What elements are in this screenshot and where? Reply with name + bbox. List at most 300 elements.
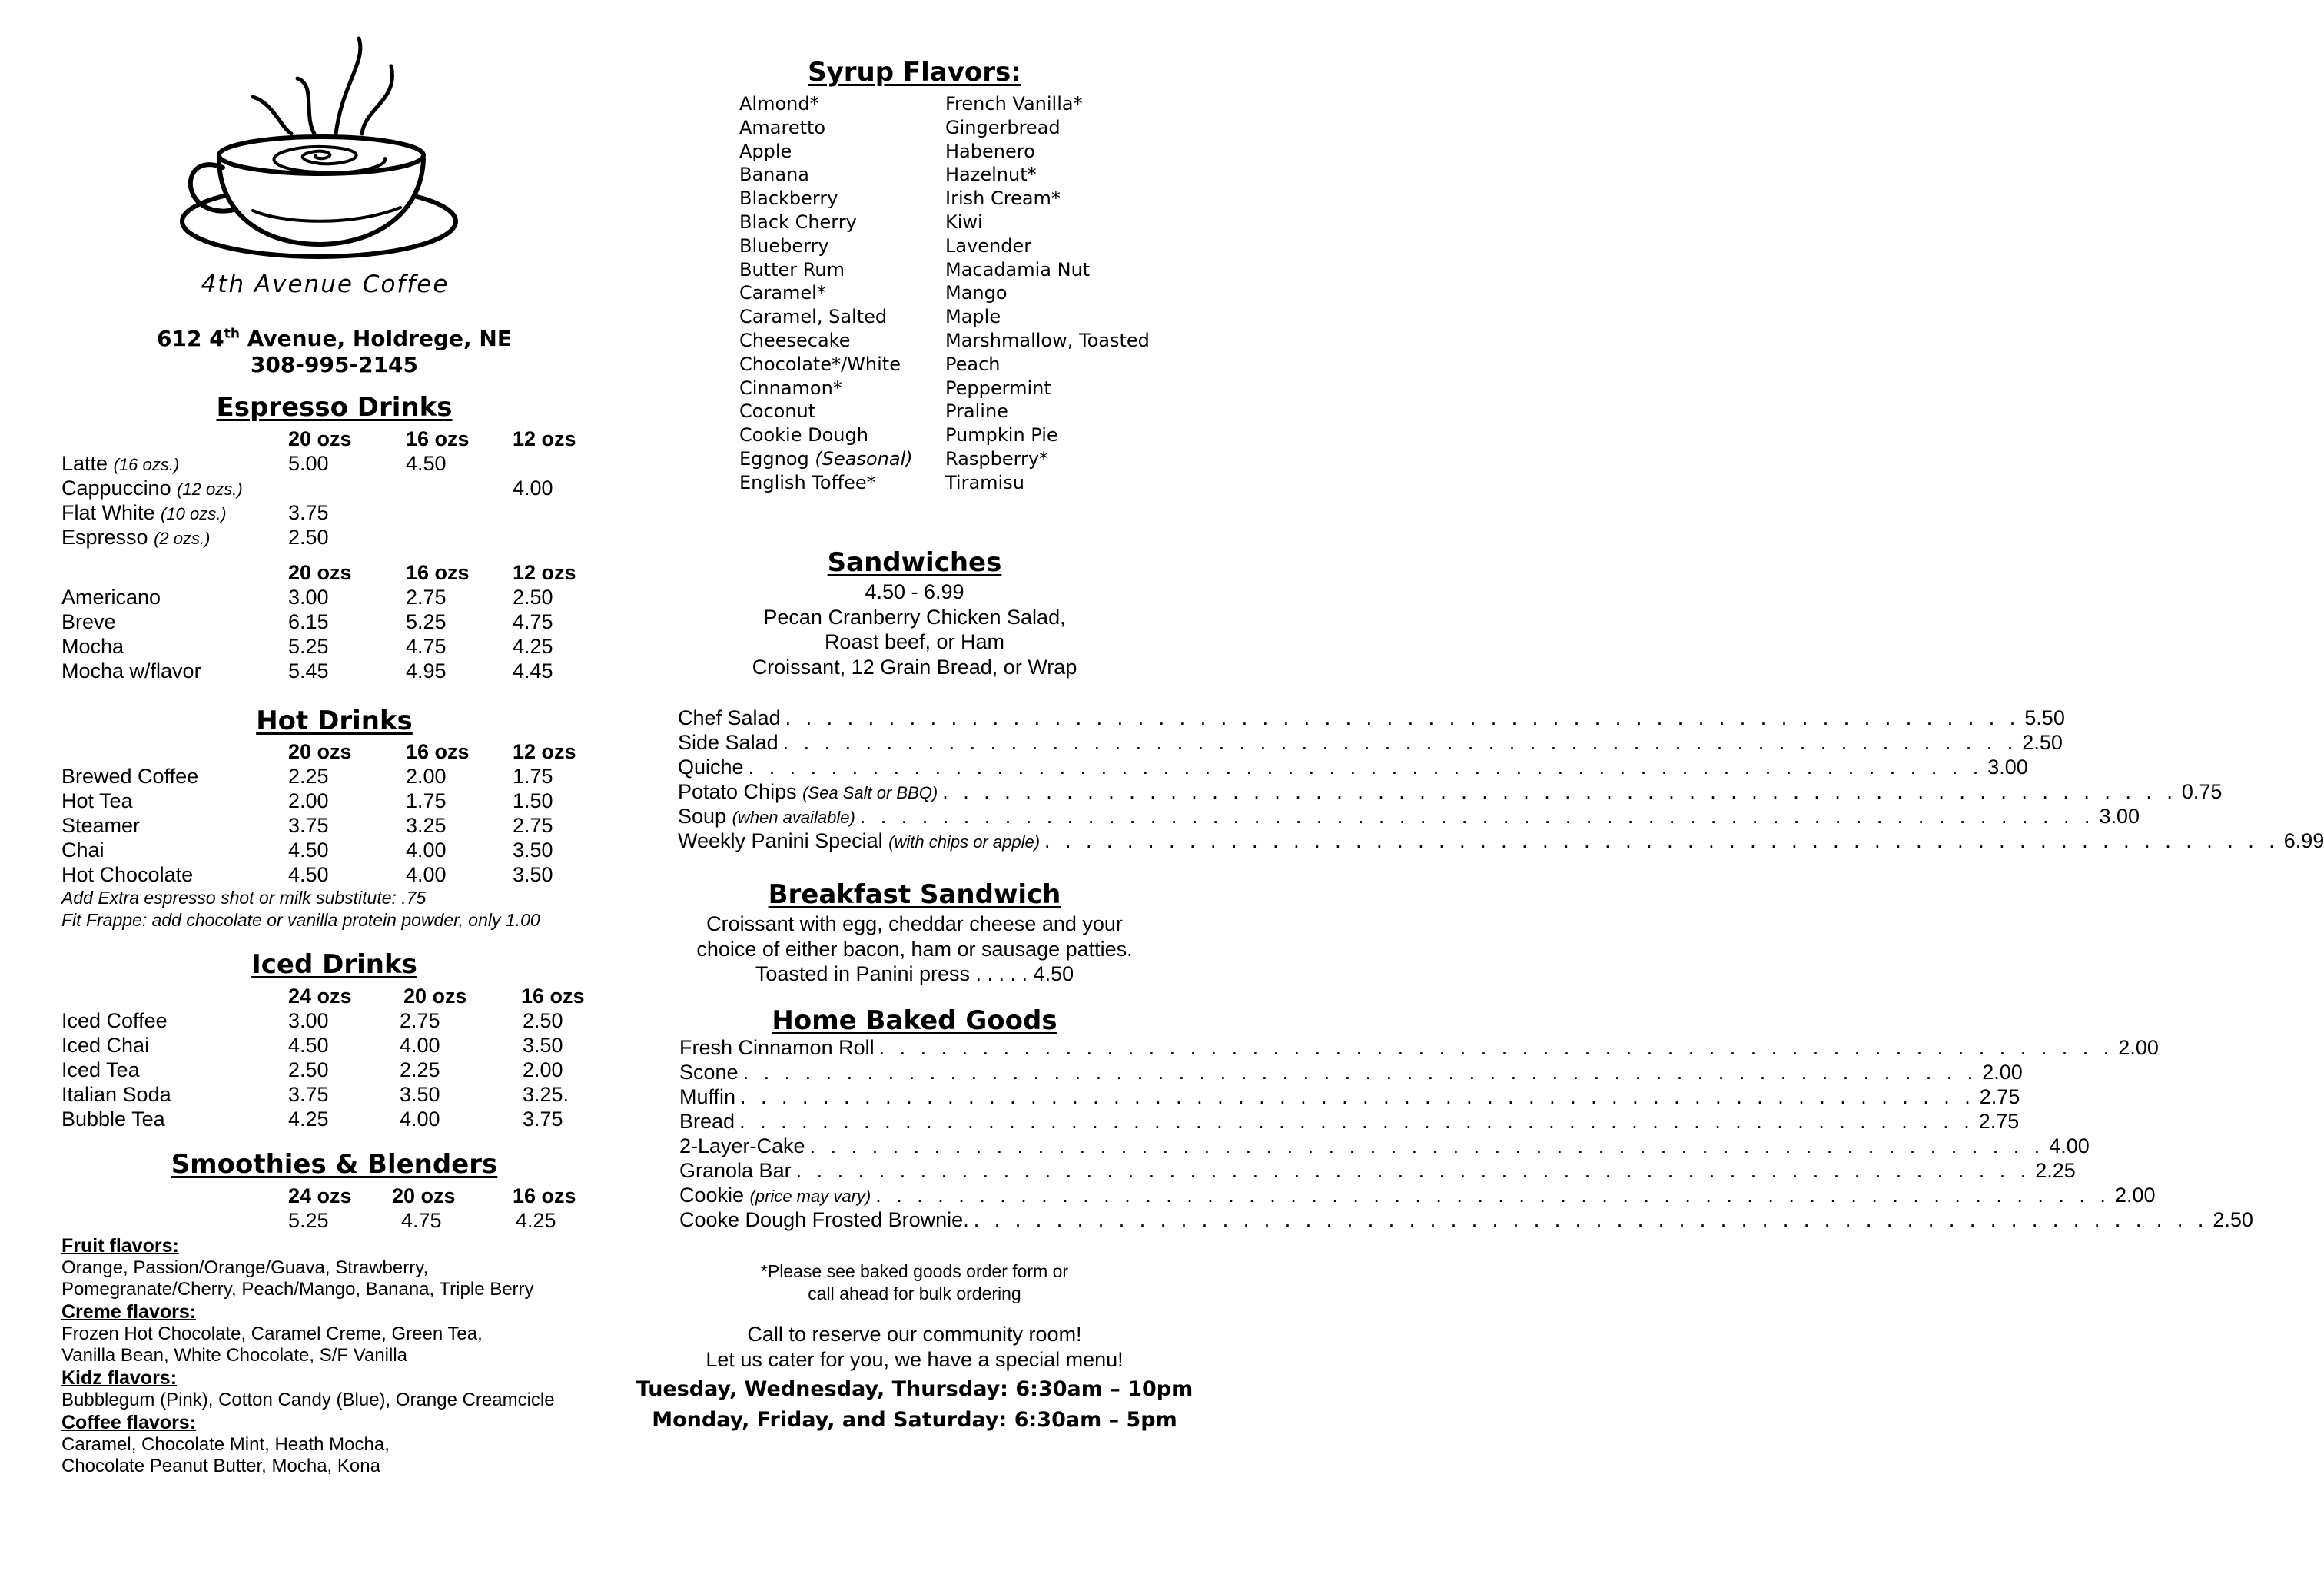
item-name xyxy=(61,585,161,609)
logo xyxy=(165,38,473,300)
item-name-text: Weekly Panini Special xyxy=(678,829,883,852)
menu-row xyxy=(61,451,607,476)
price: 3.75 xyxy=(288,501,329,524)
address-number: 612 4 xyxy=(157,326,224,352)
syrup-flavor xyxy=(739,258,913,282)
price: 2.00 xyxy=(406,765,447,788)
seasonal-note: (Seasonal) xyxy=(815,447,913,470)
size-header: 20 ozs xyxy=(288,561,352,584)
menu-row xyxy=(61,476,607,500)
flavor-group-label: Fruit flavors: xyxy=(61,1235,179,1257)
size-header: 20 ozs xyxy=(288,740,352,763)
syrup-flavor-name: Butter Rum xyxy=(739,258,845,281)
size-header: 20 ozs xyxy=(403,985,467,1008)
price: 2.00 xyxy=(2118,1036,2159,1059)
size-header: 16 ozs xyxy=(406,427,470,450)
menu-item xyxy=(678,829,2324,853)
menu-item xyxy=(678,730,2063,755)
item-size-note: (16 ozs.) xyxy=(113,455,180,474)
footnote-line: *Please see baked goods order form or xyxy=(760,1261,1069,1281)
sandwich-description xyxy=(661,579,1168,679)
smoothies-header-row xyxy=(61,1184,615,1208)
price: 6.15 xyxy=(288,610,329,633)
price: 4.00 xyxy=(400,1034,440,1057)
price: 4.25 xyxy=(516,1209,556,1232)
menu-row xyxy=(61,1107,615,1131)
price: 6.99 xyxy=(2283,829,2324,852)
price: 3.50 xyxy=(523,1034,563,1057)
price: 1.50 xyxy=(513,789,553,812)
menu-item xyxy=(679,1183,2156,1207)
syrup-flavor: French Vanilla* xyxy=(945,93,1083,115)
item-name-text: Bread xyxy=(679,1110,735,1133)
syrup-flavor xyxy=(739,140,913,164)
price: 2.50 xyxy=(288,1058,329,1081)
item-name xyxy=(679,1158,792,1183)
address-suffix: th xyxy=(224,327,240,342)
price: 5.25 xyxy=(288,1209,329,1232)
dot-leader: . . . . . . . . . . . . . . . . . . . . . . . . . . . . . . . . . . . . . . . . . . . . . . . . . . . . . . . . . . . . xyxy=(942,780,2177,803)
item-name-text: Hot Chocolate xyxy=(61,863,194,886)
price: 2.50 xyxy=(513,586,553,609)
hot-note-fit-frappe: Fit Frappe: add chocolate or vanilla protein powder, only 1.00 xyxy=(61,910,540,930)
syrup-flavor: Praline xyxy=(945,400,1008,423)
price: 2.25 xyxy=(288,765,329,788)
syrup-flavor: Habenero xyxy=(945,140,1035,162)
size-header: 12 ozs xyxy=(513,427,576,450)
item-name xyxy=(61,1107,165,1131)
syrup-flavor-name: Cookie Dough xyxy=(739,424,868,447)
coffee-cup-logo-icon xyxy=(165,38,473,269)
flavor-group-label: Coffee flavors: xyxy=(61,1412,197,1433)
price: 4.75 xyxy=(401,1209,442,1232)
flavor-list-line: Pomegranate/Cherry, Peach/Mango, Banana, Triple Berry xyxy=(61,1279,534,1300)
menu-row xyxy=(61,585,607,609)
item-name-text: Chai xyxy=(61,838,105,862)
flavor-list-line: Caramel, Chocolate Mint, Heath Mocha, xyxy=(61,1434,390,1455)
price: 2.00 xyxy=(288,789,329,812)
price: 2.25 xyxy=(400,1058,440,1081)
syrup-flavor: Marshmallow, Toasted xyxy=(945,329,1150,351)
price: 4.95 xyxy=(406,659,447,682)
baked-footnote xyxy=(661,1260,1168,1305)
price: 4.50 xyxy=(406,452,447,475)
syrup-flavor: Mango xyxy=(945,282,1008,304)
baked-items xyxy=(679,1035,2253,1232)
item-name xyxy=(61,838,105,862)
price: 4.75 xyxy=(513,610,553,633)
breakfast-description xyxy=(661,912,1168,987)
menu-row xyxy=(61,500,607,525)
menu-item xyxy=(679,1060,2023,1084)
price: 4.75 xyxy=(406,635,447,658)
espresso-header-row-1 xyxy=(61,427,607,451)
hot-header-row xyxy=(61,739,615,764)
menu-item xyxy=(679,1035,2159,1060)
size-header: 12 ozs xyxy=(513,561,576,584)
menu-row xyxy=(61,609,607,634)
flavor-group-label: Creme flavors: xyxy=(61,1301,197,1323)
item-name-text: Hot Tea xyxy=(61,789,133,812)
menu-row xyxy=(61,813,615,838)
section-title-baked-goods: Home Baked Goods xyxy=(772,1005,1057,1036)
item-name xyxy=(61,609,116,634)
item-name xyxy=(679,1109,735,1134)
syrup-flavor-name: Apple xyxy=(739,140,792,162)
breakfast-line: Croissant with egg, cheddar cheese and your xyxy=(706,912,1123,935)
price: 2.50 xyxy=(2213,1208,2253,1231)
section-title-breakfast: Breakfast Sandwich xyxy=(768,879,1061,910)
dot-leader: . . . . . . . . . . . . . . . . . . . . . . . . . . . . . . . . . . . . . . . . . . . . . . . . . . . . . . . . . . . . xyxy=(795,1159,2031,1182)
flavor-list-line: Frozen Hot Chocolate, Caramel Creme, Green Tea, xyxy=(61,1323,483,1344)
section-title-hot-drinks: Hot Drinks xyxy=(256,706,413,736)
price: 5.45 xyxy=(288,659,329,682)
item-name xyxy=(61,813,140,838)
menu-row xyxy=(61,789,615,813)
syrup-flavor xyxy=(739,211,913,234)
syrup-flavor-name: Cheesecake xyxy=(739,329,851,351)
item-name-text: Bubble Tea xyxy=(61,1107,165,1131)
sandwich-fillings-2: Roast beef, or Ham xyxy=(824,630,1005,653)
footnote-line: call ahead for bulk ordering xyxy=(808,1283,1021,1303)
section-title-syrups: Syrup Flavors: xyxy=(808,57,1021,88)
item-name xyxy=(679,1035,875,1060)
item-name xyxy=(61,789,133,813)
menu-item xyxy=(679,1084,2020,1109)
syrup-flavor xyxy=(739,116,913,140)
price: 2.50 xyxy=(2022,731,2063,754)
menu-row xyxy=(61,1058,615,1082)
price: 2.75 xyxy=(1979,1085,2020,1108)
espresso-table xyxy=(61,427,607,683)
espresso-header-row-2 xyxy=(61,560,607,585)
menu-row xyxy=(61,764,615,789)
syrup-flavor-name: Amaretto xyxy=(739,116,826,138)
price: 2.75 xyxy=(406,586,447,609)
menu-item xyxy=(679,1158,2076,1183)
sandwich-fillings: Pecan Cranberry Chicken Salad, xyxy=(763,605,1066,629)
item-name xyxy=(61,525,210,551)
hours-tue-thu: Tuesday, Wednesday, Thursday: 6:30am – 10pm xyxy=(636,1377,1194,1401)
price: 4.25 xyxy=(513,635,553,658)
price: 4.00 xyxy=(2049,1134,2090,1157)
price: 1.75 xyxy=(406,789,447,812)
item-size-note: (10 ozs.) xyxy=(161,504,227,523)
footer xyxy=(630,1322,1199,1436)
dot-leader: . . . . . . . . . . . . . . . . . . . . . . . . . . . . . . . . . . . . . . . . . . . . . . . . . . . . . . . . . . . . xyxy=(740,1085,1975,1108)
item-name xyxy=(61,476,243,502)
item-name xyxy=(61,634,124,659)
item-name xyxy=(679,1134,805,1158)
dot-leader: . . . . . . . . . . . . . . . . . . . . . . . . . . . . . . . . . . . . . . . . . . . . . . . . . . . . . . . . . . . . xyxy=(748,755,1984,779)
item-name xyxy=(61,659,201,683)
price: 4.50 xyxy=(288,1034,329,1057)
price: 4.50 xyxy=(288,838,329,862)
price: 2.00 xyxy=(1982,1061,2023,1084)
item-name xyxy=(61,764,198,789)
syrup-flavor: Macadamia Nut xyxy=(945,258,1091,281)
price: 0.75 xyxy=(2181,780,2223,803)
syrup-flavor-name: Blackberry xyxy=(739,188,838,210)
syrup-flavor xyxy=(739,163,913,187)
size-header: 12 ozs xyxy=(513,740,576,763)
price: 5.25 xyxy=(406,610,447,633)
syrup-flavor: Kiwi xyxy=(945,211,983,233)
hot-drinks-table xyxy=(61,739,615,931)
syrup-flavor-name: Almond* xyxy=(739,93,819,115)
smoothies-price-row xyxy=(61,1208,615,1233)
price: 4.00 xyxy=(400,1107,440,1131)
size-header: 16 ozs xyxy=(406,740,470,763)
item-note: (when available) xyxy=(732,808,855,827)
flavor-list-line: Vanilla Bean, White Chocolate, S/F Vanilla xyxy=(61,1345,408,1366)
syrup-flavor: Tiramisu xyxy=(945,471,1024,493)
price: 3.50 xyxy=(513,838,553,862)
syrup-flavor xyxy=(739,400,913,423)
menu-item xyxy=(678,755,2028,779)
section-title-iced-drinks: Iced Drinks xyxy=(251,949,417,980)
item-name-text: Potato Chips xyxy=(678,780,797,803)
size-header: 24 ozs xyxy=(288,985,352,1008)
item-name xyxy=(679,1084,735,1109)
community-room-line: Call to reserve our community room! xyxy=(747,1323,1082,1346)
hours-mon-fri-sat: Monday, Friday, and Saturday: 6:30am – 5pm xyxy=(652,1408,1177,1432)
item-note: (Sea Salt or BBQ) xyxy=(802,783,938,802)
smoothies-table xyxy=(61,1184,615,1477)
item-name xyxy=(61,1008,168,1033)
syrup-flavor xyxy=(739,329,913,353)
syrup-flavor xyxy=(739,377,913,400)
section-title-espresso: Espresso Drinks xyxy=(216,392,453,423)
price: 3.75 xyxy=(288,814,329,837)
size-header: 16 ozs xyxy=(406,561,470,584)
item-note: (with chips or apple) xyxy=(888,832,1041,852)
item-name-text: Side Salad xyxy=(678,731,779,754)
item-name-text: Chef Salad xyxy=(678,706,781,729)
price: 3.00 xyxy=(2099,805,2140,828)
syrup-flavor: Maple xyxy=(945,306,1001,328)
address-street: Avenue, Holdrege, NE xyxy=(239,326,512,352)
price: 2.50 xyxy=(288,526,329,549)
item-name-text: Steamer xyxy=(61,814,141,837)
price: 4.00 xyxy=(406,863,447,886)
item-name-text: Iced Coffee xyxy=(61,1009,168,1032)
item-name xyxy=(678,779,938,805)
item-name-text: Iced Chai xyxy=(61,1034,150,1057)
syrup-flavor: Raspberry* xyxy=(945,447,1049,470)
iced-header-row xyxy=(61,984,615,1008)
syrup-flavor: Hazelnut* xyxy=(945,164,1037,186)
menu-row xyxy=(61,838,615,862)
address-line xyxy=(157,326,512,351)
syrup-flavor xyxy=(739,353,913,377)
item-name-text: Flat White xyxy=(61,501,155,524)
section-title-smoothies: Smoothies & Blenders xyxy=(171,1149,498,1180)
item-name xyxy=(61,451,179,477)
menu-row xyxy=(61,1033,615,1058)
item-name xyxy=(678,804,855,830)
item-name xyxy=(679,1207,969,1232)
size-header: 16 ozs xyxy=(513,1184,576,1207)
item-name-text: Quiche xyxy=(678,755,744,779)
iced-drinks-table xyxy=(61,984,615,1131)
sandwich-breads: Croissant, 12 Grain Bread, or Wrap xyxy=(752,655,1077,679)
menu-row xyxy=(61,634,607,659)
syrup-flavor: Gingerbread xyxy=(945,116,1061,138)
dot-leader: . . . . . . . . . . . . . . . . . . . . . . . . . . . . . . . . . . . . . . . . . . . . . . . . . . . . . . . . . . . . xyxy=(859,805,2095,828)
item-name-text: Italian Soda xyxy=(61,1083,171,1106)
price: 2.25 xyxy=(2035,1159,2076,1182)
price: 3.75 xyxy=(288,1083,329,1106)
hot-note-extra-shot: Add Extra espresso shot or milk substitute: .75 xyxy=(61,888,427,908)
item-name-text: Iced Tea xyxy=(61,1058,140,1081)
item-name-text: Brewed Coffee xyxy=(61,765,199,788)
item-name-text: Mocha w/flavor xyxy=(61,659,201,682)
syrup-flavor xyxy=(739,471,913,495)
size-header: 24 ozs xyxy=(288,1184,352,1207)
item-name-text: Cookie xyxy=(679,1184,745,1207)
dot-leader: . . . . . . . . . . . . . . . . . . . . . . . . . . . . . . . . . . . . . . . . . . . . . . . . . . . . . . . . . . . . xyxy=(973,1208,2209,1231)
address xyxy=(61,321,607,378)
price: 1.75 xyxy=(513,765,553,788)
item-name xyxy=(61,500,227,526)
item-name-text: Scone xyxy=(679,1061,739,1084)
item-name-text: Fresh Cinnamon Roll xyxy=(679,1036,875,1059)
sandwich-items xyxy=(678,706,2324,853)
price: 4.00 xyxy=(406,838,447,862)
syrup-flavor-name: Banana xyxy=(739,164,810,186)
item-name-text: Mocha xyxy=(61,635,124,658)
menu-row xyxy=(61,1008,615,1033)
syrup-flavor xyxy=(739,447,913,471)
item-name xyxy=(678,730,779,755)
price: 3.00 xyxy=(288,586,329,609)
menu-row xyxy=(61,1082,615,1107)
price: 5.00 xyxy=(288,452,329,475)
price: 2.75 xyxy=(1978,1110,2020,1133)
syrup-flavor-name: Cinnamon* xyxy=(739,377,842,399)
item-name xyxy=(678,755,744,779)
phone-number: 308-995-2145 xyxy=(250,352,419,378)
menu-item xyxy=(679,1207,2253,1232)
price: 4.50 xyxy=(288,863,329,886)
item-name xyxy=(61,1058,140,1082)
item-name xyxy=(679,1183,871,1209)
syrup-flavor: Lavender xyxy=(945,234,1032,257)
item-size-note: (2 ozs.) xyxy=(154,529,211,548)
item-name-text: Breve xyxy=(61,610,116,633)
item-name-text: Cooke Dough Frosted Brownie. xyxy=(679,1208,969,1231)
flavor-list-line: Chocolate Peanut Butter, Mocha, Kona xyxy=(61,1456,380,1476)
item-name xyxy=(678,829,1040,855)
syrup-flavor-name: Coconut xyxy=(739,400,816,423)
item-name xyxy=(679,1060,739,1084)
item-name-text: 2-Layer-Cake xyxy=(679,1134,805,1157)
price: 2.75 xyxy=(513,814,553,837)
syrup-flavor xyxy=(739,423,913,447)
catering-line: Let us cater for you, we have a special menu! xyxy=(706,1348,1124,1371)
flavor-list-line: Bubblegum (Pink), Cotton Candy (Blue), Orange Creamcicle xyxy=(61,1390,555,1410)
brand-name: 4th Avenue Coffee xyxy=(201,271,450,298)
item-name-text: Americano xyxy=(61,586,161,609)
dot-leader: . . . . . . . . . . . . . . . . . . . . . . . . . . . . . . . . . . . . . . . . . . . . . . . . . . . . . . . . . . . . xyxy=(739,1110,1974,1133)
item-name-text: Granola Bar xyxy=(679,1159,792,1182)
price: 3.00 xyxy=(1987,755,2028,779)
syrup-flavor-name: Caramel* xyxy=(739,282,826,304)
price: 3.00 xyxy=(288,1009,329,1032)
syrup-list-right xyxy=(945,92,1150,495)
size-header: 20 ozs xyxy=(288,427,352,450)
price: 3.50 xyxy=(400,1083,440,1106)
syrup-flavor-name: Eggnog xyxy=(739,447,809,470)
menu-item xyxy=(678,706,2065,730)
syrup-flavor-name: English Toffee* xyxy=(739,471,876,493)
menu-row xyxy=(61,525,607,550)
syrup-flavor xyxy=(739,234,913,258)
dot-leader: . . . . . . . . . . . . . . . . . . . . . . . . . . . . . . . . . . . . . . . . . . . . . . . . . . . . . . . . . . . . xyxy=(875,1184,2110,1207)
price: 2.00 xyxy=(523,1058,563,1081)
item-name-text: Espresso xyxy=(61,526,148,549)
dot-leader: . . . . . . . . . . . . . . . . . . . . . . . . . . . . . . . . . . . . . . . . . . . . . . . . . . . . . . . . . . . . xyxy=(742,1061,1978,1084)
item-name-text: Soup xyxy=(678,805,727,828)
dot-leader: . . . . . . . . . . . . . . . . . . . . . . . . . . . . . . . . . . . . . . . . . . . . . . . . . . . . . . . . . . . . xyxy=(782,731,2018,754)
syrup-flavor xyxy=(739,92,913,116)
size-header: 16 ozs xyxy=(521,985,585,1008)
price: 4.00 xyxy=(513,477,553,500)
price: 3.75 xyxy=(523,1107,563,1131)
size-header: 20 ozs xyxy=(392,1184,456,1207)
syrup-flavor xyxy=(739,187,913,211)
price: 3.25 xyxy=(406,814,447,837)
price: 5.50 xyxy=(2024,706,2065,729)
flavor-group-label: Kidz flavors: xyxy=(61,1367,178,1389)
syrup-flavor xyxy=(739,305,913,329)
item-note: (price may vary) xyxy=(749,1187,872,1206)
syrup-flavor-name: Blueberry xyxy=(739,234,829,257)
breakfast-price-line: Toasted in Panini press . . . . . 4.50 xyxy=(755,962,1074,985)
breakfast-line: choice of either bacon, ham or sausage patties. xyxy=(696,937,1133,961)
item-name xyxy=(678,706,781,730)
item-name-text: Cappuccino xyxy=(61,477,171,500)
menu-item xyxy=(679,1109,2020,1134)
syrup-flavor-name: Chocolate*/White xyxy=(739,353,901,375)
syrup-flavor-name: Black Cherry xyxy=(739,211,857,233)
syrup-list-left xyxy=(739,92,913,495)
dot-leader: . . . . . . . . . . . . . . . . . . . . . . . . . . . . . . . . . . . . . . . . . . . . . . . . . . . . . . . . . . . . xyxy=(878,1036,2114,1059)
syrup-flavor: Peach xyxy=(945,353,1001,375)
dot-leader: . . . . . . . . . . . . . . . . . . . . . . . . . . . . . . . . . . . . . . . . . . . . . . . . . . . . . . . . . . . . xyxy=(1044,829,2279,852)
price: 4.25 xyxy=(288,1107,329,1131)
price: 2.00 xyxy=(2114,1184,2156,1207)
menu-row xyxy=(61,659,607,683)
price: 3.50 xyxy=(513,863,553,886)
item-name xyxy=(61,1033,149,1058)
dot-leader: . . . . . . . . . . . . . . . . . . . . . . . . . . . . . . . . . . . . . . . . . . . . . . . . . . . . . . . . . . . . xyxy=(809,1134,2045,1157)
price: 4.45 xyxy=(513,659,553,682)
syrup-flavor: Irish Cream* xyxy=(945,188,1061,210)
menu-item xyxy=(679,1134,2090,1158)
price: 2.75 xyxy=(400,1009,440,1032)
item-size-note: (12 ozs.) xyxy=(177,480,243,499)
menu-item xyxy=(678,804,2140,829)
menu-row xyxy=(61,862,615,887)
sandwich-price-range: 4.50 - 6.99 xyxy=(865,580,964,603)
dot-leader: . . . . . . . . . . . . . . . . . . . . . . . . . . . . . . . . . . . . . . . . . . . . . . . . . . . . . . . . . . . . xyxy=(785,706,2020,729)
syrup-flavor xyxy=(739,281,913,305)
item-name-text: Muffin xyxy=(679,1085,736,1108)
item-name xyxy=(61,862,193,887)
menu-item xyxy=(678,779,2223,804)
